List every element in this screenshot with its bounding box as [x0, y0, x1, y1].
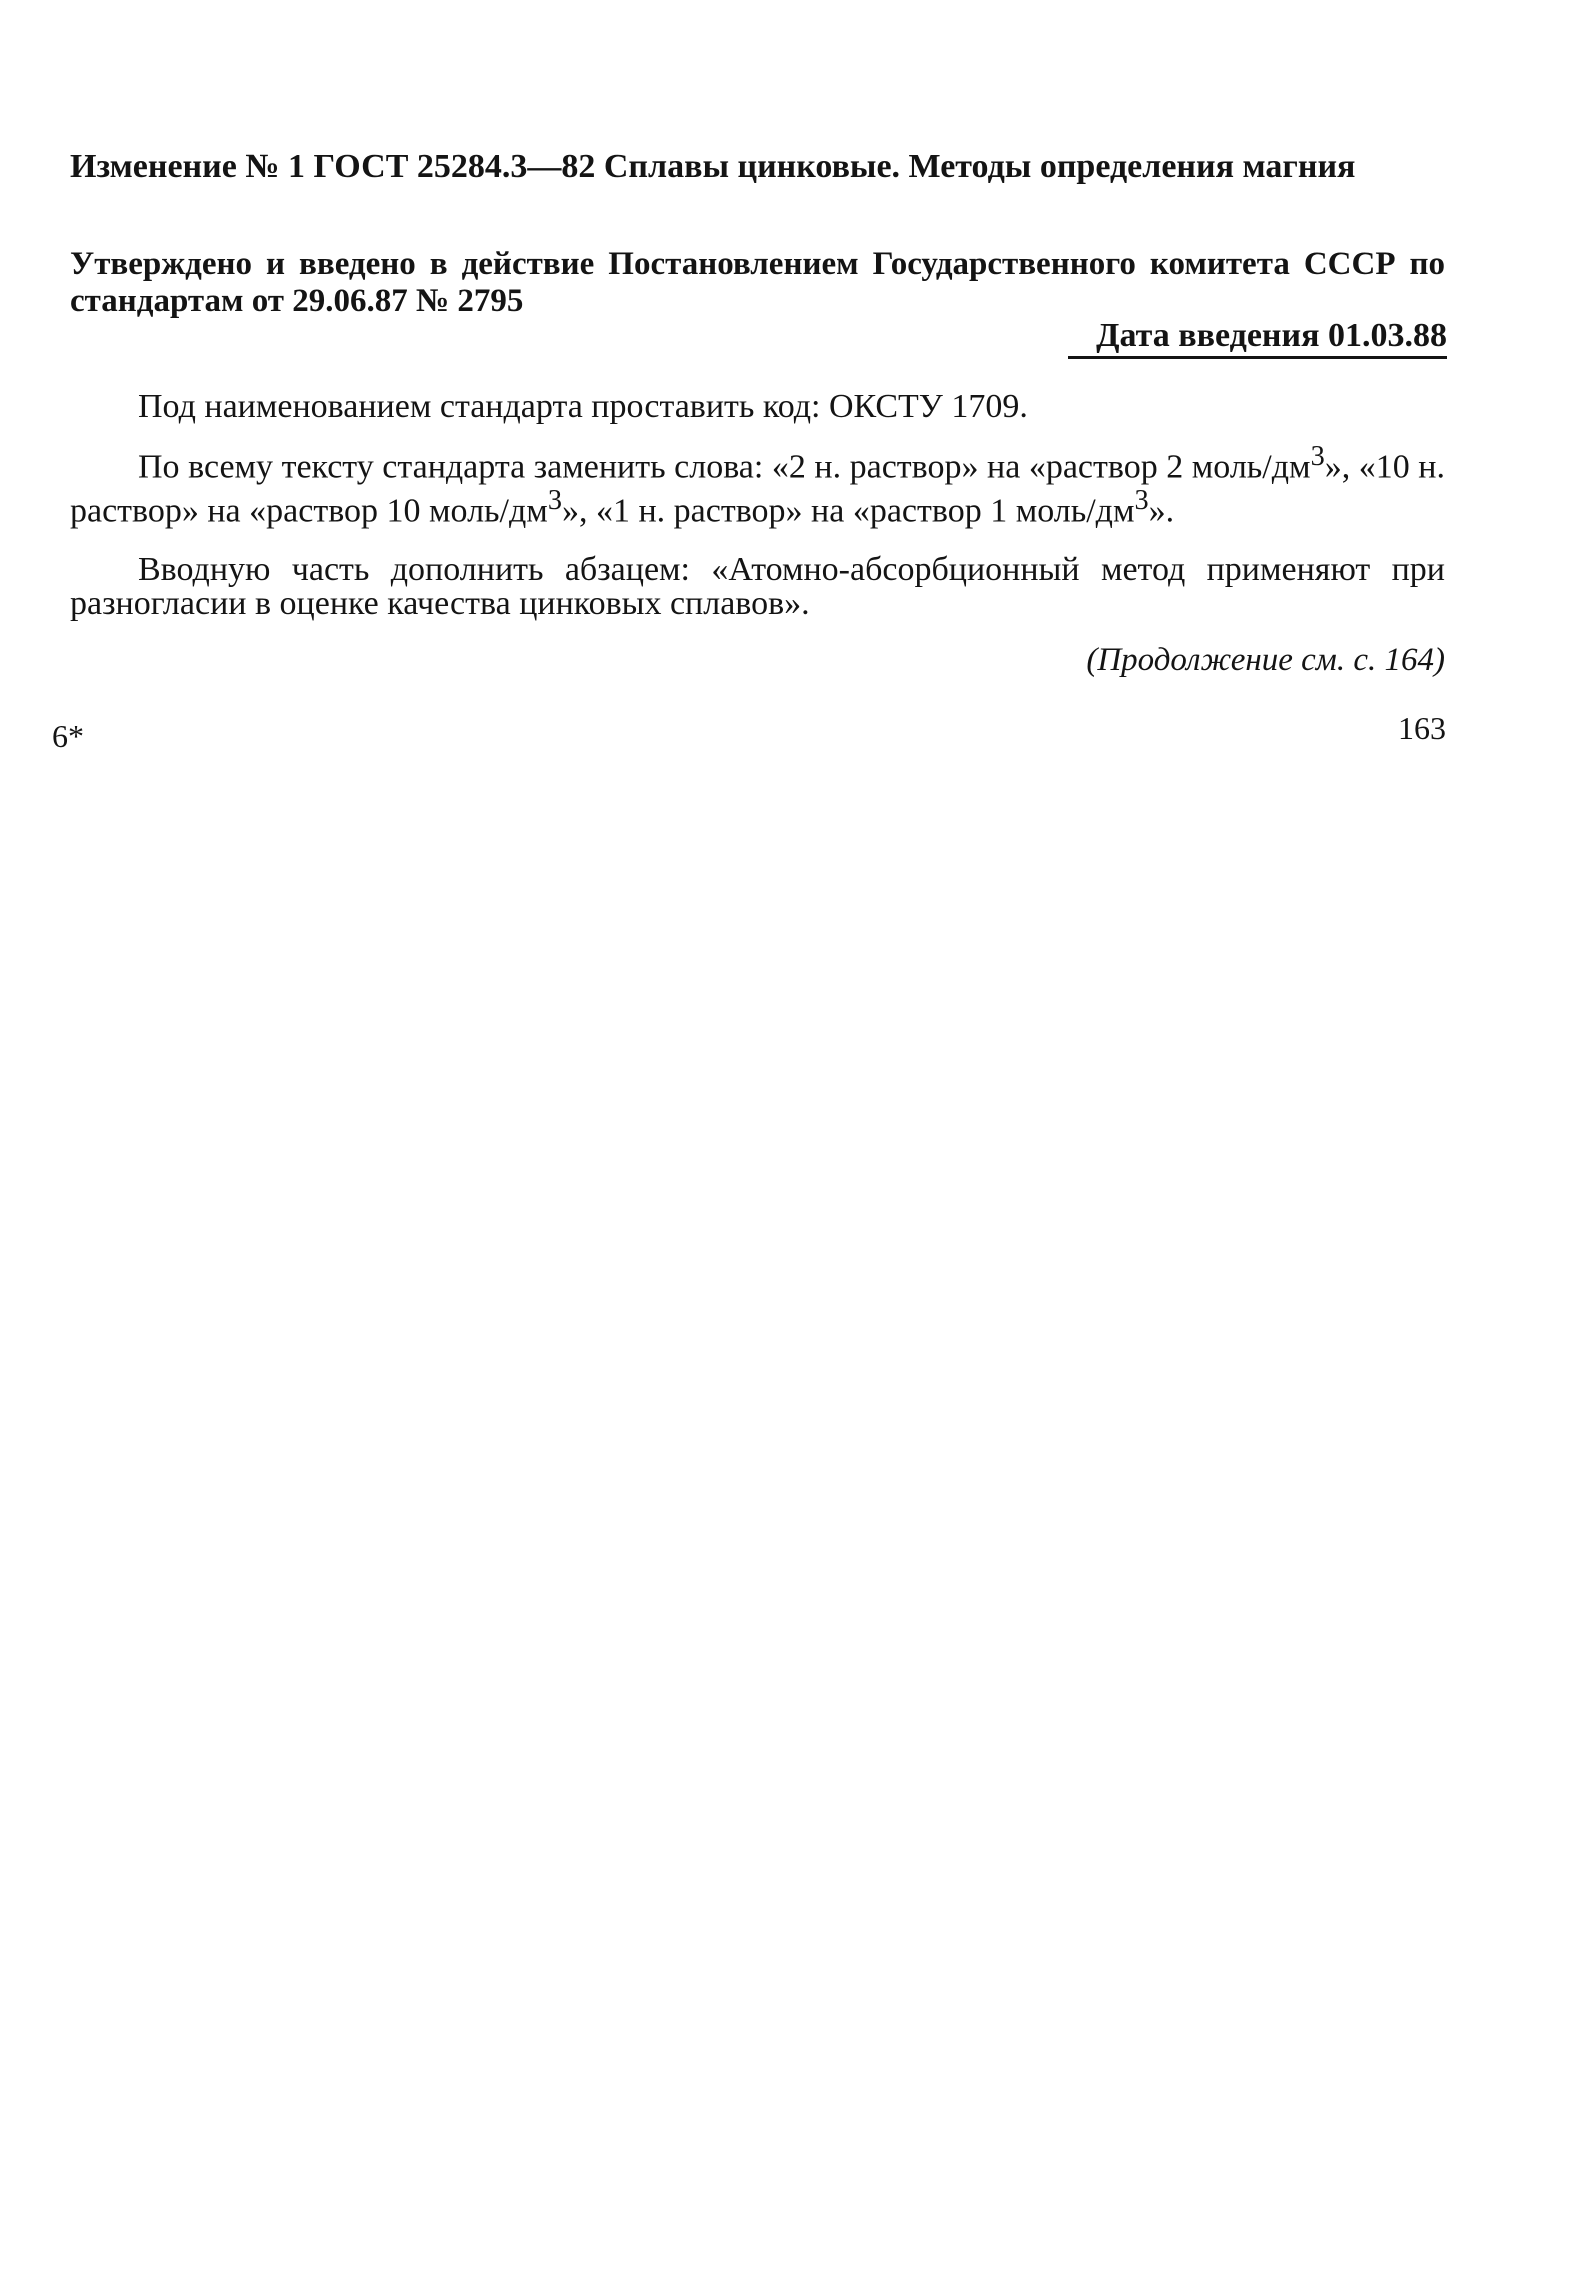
paragraph-text: », «10 н. раствор» на «раствор 10 моль/дм [70, 448, 1445, 530]
paragraph-introduction-addition: Вводную часть дополнить абзацем: «Атомно-абсорбционный метод применяют при разногласии в оценке качества цинковых сплавов». [70, 551, 1445, 622]
amendment-title: Изменение № 1 ГОСТ 25284.3—82 Сплавы цинковые. Методы определения магния [70, 148, 1356, 185]
paragraph-okstu-code: Под наименованием стандарта проставить код: ОКСТУ 1709. [138, 388, 1028, 425]
effective-date: Дата введения 01.03.88 [1068, 316, 1447, 359]
superscript: 3 [547, 485, 562, 517]
superscript: 3 [1310, 441, 1325, 472]
page-number: 163 [1398, 710, 1446, 746]
superscript: 3 [1134, 485, 1149, 517]
continuation-note: (Продолжение см. с. 164) [1086, 642, 1445, 678]
paragraph-text: ». [1148, 492, 1175, 530]
paragraph-text: По всему тексту стандарта заменить слова: «2 н. раствор» на «раствор 2 моль/дм [138, 448, 1311, 486]
paragraph-text: », «1 н. раствор» на «раствор 1 моль/дм [561, 492, 1135, 530]
signature-mark: 6* [52, 718, 84, 754]
approval-statement: Утверждено и введено в действие Постановлением Государственного комитета СССР по стандартам от 29.06.87 № 2795 [70, 246, 1445, 319]
paragraph-replace-words [70, 440, 1445, 529]
